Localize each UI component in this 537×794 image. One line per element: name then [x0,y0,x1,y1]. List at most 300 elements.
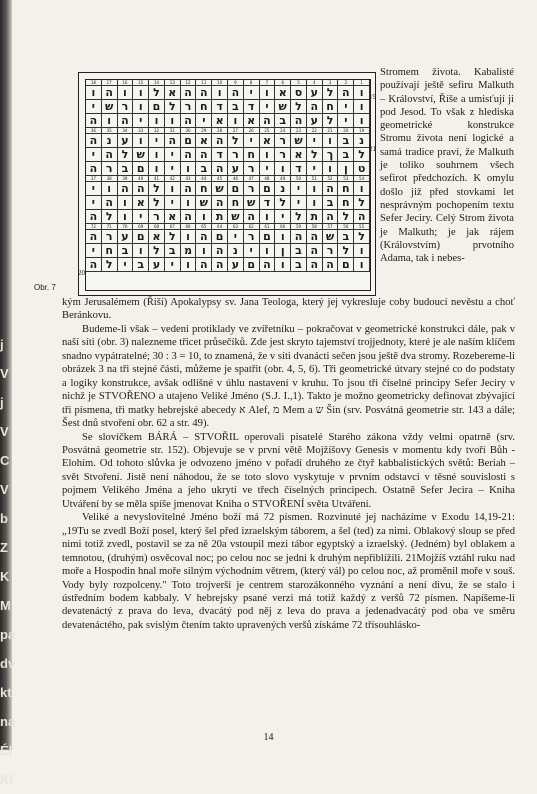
grid-letter-cell: ה [212,258,228,272]
grid-number-cell: 37 [86,176,102,182]
grid-number-cell: 27 [228,128,244,134]
grid-number-cell: 5 [291,80,307,86]
grid-letter-cell: ו [260,210,276,224]
grid-letter-cell: ו [354,244,370,258]
grid-letter-cell: י [338,100,354,114]
grid-letter-cell: ו [260,86,276,100]
grid-letter-cell: י [86,196,102,210]
grid-letter-cell: א [275,86,291,100]
grid-letter-cell: י [307,162,323,176]
grid-letter-cell: ו [133,86,149,100]
grid-letter-cell: ל [102,258,118,272]
grid-letter-cell: ו [354,100,370,114]
grid-letter-cell: ש [102,100,118,114]
grid-letter-cell: ה [102,196,118,210]
grid-number-cell: 28 [212,128,228,134]
grid-letter-cell: ר [275,148,291,162]
grid-number-cell: 18 [86,80,102,86]
grid-letter-cell: ו [118,210,134,224]
grid-letter-cell: ר [102,162,118,176]
grid-letter-cell: ה [212,196,228,210]
grid-number-cell: 15 [133,80,149,86]
grid-letter-cell: ל [307,148,323,162]
grid-letter-cell: ו [260,148,276,162]
grid-letter-cell: י [86,182,102,196]
spine-letter: Z [0,540,8,555]
grid-letter-cell: י [165,258,181,272]
grid-letter-cell: ו [212,86,228,100]
grid-number-cell: 22 [307,128,323,134]
grid-letter-cell: ש [196,196,212,210]
grid-letter-cell: ה [102,148,118,162]
paragraph-3: Se slovíčkem BÁRÁ – STVOŘIL operovali pisatelé Starého zákona vždy velmi opatrně (srv. Posvátná geometrie str. 152). Objevuje se v první větě Mojžíšovy Genesis v momentu kdy tvoří Bůh - Elohím. Od tohoto slůvka je odvozeno jméno v pořadí druhého ze čtyř kabbalistických světů: Beriah – svět Stvoření. Jistě není náhodou, že se toto slovo vyskytuje v prvním odstavci v těsné souvislosti s pojmem Velikého Jména a jeho ukrytí ve třech číselných principech. Ostatně Sefer Jecira – Kniha Utváření by se měla spíše jmenovat Kniha o STVOŘENÍ světa Utváření. [62,431,515,510]
grid-letter-cell: ה [260,258,276,272]
spine-letter: dv [0,656,16,671]
grid-letter-cell: נ [228,244,244,258]
grid-letter-cell: י [244,244,260,258]
grid-letter-cell: ו [181,230,197,244]
grid-letter-cell: ו [275,230,291,244]
grid-letter-cell: ם [133,162,149,176]
grid-letter-cell: ל [165,230,181,244]
grid-number-cell: 19 [354,128,370,134]
main-body-text [62,296,515,632]
grid-letter-cell: ל [323,86,339,100]
grid-letter-cell: ש [291,134,307,148]
spine-letter: V [0,482,9,497]
grid-number-cell: 53 [338,176,354,182]
spine-letter: j [0,337,4,352]
grid-letter-cell: י [118,258,134,272]
spine-letter: pa [0,627,16,642]
grid-letter-cell: ל [228,134,244,148]
grid-letter-cell: ב [196,162,212,176]
grid-letter-cell: ה [338,86,354,100]
grid-letter-cell: ו [133,244,149,258]
grid-letter-cell: ה [102,86,118,100]
grid-letter-cell: ו [181,258,197,272]
grid-number-cell: 20 [338,128,354,134]
grid-letter-cell: ה [212,244,228,258]
figure-caption: Obr. 7 [34,283,56,292]
grid-letter-cell: ה [307,244,323,258]
grid-letter-cell: ח [338,196,354,210]
spine-letter: kt [0,685,12,700]
grid-number-cell: 4 [307,80,323,86]
grid-letter-cell: א [244,114,260,128]
grid-letter-cell: ב [118,244,134,258]
grid-letter-cell: ע [118,230,134,244]
grid-letter-cell: ה [86,134,102,148]
grid-letter-cell: ה [323,182,339,196]
grid-number-cell: 11 [196,80,212,86]
grid-letter-cell: א [212,114,228,128]
grid-letter-cell: נ [354,134,370,148]
grid-letter-cell: ר [244,182,260,196]
grid-letter-cell: ל [275,196,291,210]
grid-letter-cell: ה [196,148,212,162]
grid-letter-cell: י [291,196,307,210]
grid-letter-cell: ל [149,196,165,210]
grid-letter-cell: ב [133,258,149,272]
grid-letter-cell: ש [244,196,260,210]
paragraph-1: kým Jerusalémem (Říší) Apokalypsy sv. Jana Teologa, který jej vykresluje coby budoucí nevěstu a choť Beránkovu. [62,297,515,322]
grid-letter-cell: ע [149,258,165,272]
grid-number-cell: 23 [291,128,307,134]
grid-letter-cell: ו [354,182,370,196]
grid-letter-cell: י [86,100,102,114]
paragraph-2: Budeme-li však – vedeni protiklady ve zvířetníku – pokračovat v geometrické konstrukci dále, pak v naší síti (obr. 3) nalezneme třicet průsečíků. Zde jest skryto tajemství trojjednoty, které je ale naším klíčem snadno vypátratelné; 30 : 3 = 10, to znamená, že v síti dvanácti sečen jsou ještě dva stromy. Rozebereme-li obrázek 3 na tři stejné části, můžeme je spatřit (obr. 4, 5, 6). Tři geometrické útvary stejné co do podstaty a logiky konstrukce, avšak odlišné v úhlu nastavení v kruhu. To jsou tři číselné principy Sefer Jeciry v nichž je STVOŘENO a utajeno Veliké Jméno (S.J. I.,1). Takto je možno geometricky definovat zbývající tři písmena, tři matky hebrejské abecedy א Alef, מ Mem a ש Šin (srv. Posvátná geometrie str. 143 a dále; Šest dnů stvoření obr. 62 a str. 49). [62,323,515,430]
grid-number-cell: 44 [196,176,212,182]
grid-letter-cell: ל [102,210,118,224]
grid-letter-cell: ו [275,258,291,272]
spine-letter: Kl [0,772,13,787]
grid-number-cell: 48 [260,176,276,182]
grid-letter-cell: י [244,86,260,100]
grid-letter-cell: ה [86,258,102,272]
grid-letter-cell: ע [307,114,323,128]
grid-letter-cell: ו [196,210,212,224]
grid-letter-cell: ח [102,244,118,258]
grid-letter-cell: ב [291,258,307,272]
grid-number-cell: 38 [102,176,118,182]
grid-letter-cell: ה [118,182,134,196]
grid-letter-cell: ה [323,258,339,272]
grid-number-cell: 16 [118,80,134,86]
spine-bleed-letters [0,330,16,794]
grid-letter-cell: י [338,114,354,128]
grid-number-cell: 41 [149,176,165,182]
grid-letter-cell: ה [196,258,212,272]
grid-letter-cell: ו [133,100,149,114]
grid-letter-cell: ל [323,114,339,128]
grid-letter-cell: ב [338,134,354,148]
grid-letter-cell: ו [102,182,118,196]
grid-letter-cell: י [228,230,244,244]
grid-number-cell: 2 [338,80,354,86]
grid-letter-cell: ו [181,196,197,210]
grid-letter-cell: י [196,114,212,128]
grid-number-cell: 9 [228,80,244,86]
grid-letter-cell: ח [323,100,339,114]
grid-number-cell: 60 [275,224,291,230]
grid-number-cell: 13 [165,80,181,86]
grid-letter-cell: ב [338,230,354,244]
grid-letter-cell: ו [307,182,323,196]
grid-letter-cell: ו [260,244,276,258]
grid-letter-cell: ר [118,100,134,114]
grid-letter-cell: ו [102,114,118,128]
grid-number-cell: 46 [228,176,244,182]
grid-number-cell: 31 [165,128,181,134]
grid-letter-cell: ה [307,230,323,244]
grid-letter-cell: נ [102,134,118,148]
grid-letter-cell: ו [354,258,370,272]
figure-marker-21: 21 [369,145,376,153]
grid-letter-cell: ר [244,162,260,176]
grid-letter-cell: ה [244,210,260,224]
grid-letter-cell: ב [118,162,134,176]
grid-letter-cell: ו [133,134,149,148]
grid-letter-cell: ש [275,100,291,114]
grid-letter-cell: ש [228,210,244,224]
grid-letter-cell: ה [181,148,197,162]
grid-letter-cell: ר [149,210,165,224]
grid-letter-cell: ן [338,162,354,176]
grid-letter-cell: מ [181,244,197,258]
grid-number-cell: 56 [338,224,354,230]
grid-number-cell: 3 [323,80,339,86]
grid-letter-cell: י [165,148,181,162]
grid-letter-cell: ה [181,86,197,100]
grid-number-cell: 54 [354,176,370,182]
grid-letter-cell: ו [354,114,370,128]
grid-letter-cell: ב [338,148,354,162]
grid-number-cell: 62 [244,224,260,230]
grid-letter-cell: ט [354,162,370,176]
grid-number-cell: 58 [307,224,323,230]
grid-letter-cell: י [260,162,276,176]
grid-letter-cell: ם [338,258,354,272]
grid-letter-cell: ה [196,86,212,100]
grid-letter-cell: ו [323,162,339,176]
grid-letter-cell: ם [260,182,276,196]
grid-number-cell: 10 [212,80,228,86]
grid-number-cell: 14 [149,80,165,86]
grid-letter-cell: ל [149,182,165,196]
grid-letter-cell: ו [354,86,370,100]
grid-letter-cell: ו [165,114,181,128]
grid-letter-cell: ם [212,230,228,244]
grid-letter-cell: ל [354,148,370,162]
grid-letter-cell: ב [228,100,244,114]
grid-letter-cell: י [86,148,102,162]
grid-letter-cell: ן [275,244,291,258]
grid-letter-cell: ה [307,258,323,272]
grid-number-cell: 29 [196,128,212,134]
grid-letter-cell: ש [212,182,228,196]
grid-letter-cell: ח [228,196,244,210]
grid-letter-cell: א [165,86,181,100]
grid-letter-cell: ה [228,86,244,100]
grid-number-cell: 67 [165,224,181,230]
grid-number-cell: 51 [307,176,323,182]
grid-letter-cell: ד [260,196,276,210]
grid-number-cell: 55 [354,224,370,230]
grid-letter-cell: ו [323,134,339,148]
grid-letter-cell: ה [133,182,149,196]
grid-letter-cell: י [260,100,276,114]
grid-letter-cell: ה [86,230,102,244]
grid-letter-cell: ח [196,100,212,114]
side-paragraph: Stromem života. Kabalisté používají ještě sefiru Malkuth – Království, Říše a umisťují ji pod Jesod. To však z hlediska geometrické konstrukce Stromu života není logické a samá tradice praví, že Malkuth je toliko souhrnem všech sefirot předchozích. K omylu došlo již před stovkami let nesprávným pochopením textu Sefer Jeciry. Celý Strom života je Malkuth; je jak rájem (Královstvím) prvotního Adama, tak i nebes- [380,67,514,265]
grid-letter-cell: ל [149,86,165,100]
grid-letter-cell: ב [165,244,181,258]
grid-letter-cell: ל [354,230,370,244]
grid-number-cell: 1 [354,80,370,86]
grid-number-cell: 24 [275,128,291,134]
grid-number-cell: 65 [196,224,212,230]
grid-letter-cell: ב [275,114,291,128]
grid-letter-cell: ה [86,114,102,128]
spine-letter: M [0,598,11,613]
grid-letter-cell: י [307,134,323,148]
grid-number-cell: 36 [86,128,102,134]
grid-letter-cell: ל [338,244,354,258]
grid-letter-cell: ש [323,230,339,244]
grid-letter-cell: י [165,196,181,210]
grid-letter-cell: ל [165,100,181,114]
hebrew-letter-grid [85,79,371,291]
side-column-text [380,66,514,265]
grid-letter-cell: ל [354,196,370,210]
grid-number-cell: 25 [260,128,276,134]
grid-letter-cell: ם [244,258,260,272]
grid-letter-cell: ו [149,114,165,128]
grid-letter-cell: ע [228,162,244,176]
grid-letter-cell: ע [228,258,244,272]
paragraph-4: Veliké a nevyslovitelné Jméno boží má 72 písmen. Rozvinuté jej nacházíme v Exodu 14,19-21: „19Tu se zvedl Boží posel, který šel před izraelským táborem, a šel (ted) za nimi. Oblakový sloup se před nimi totiž zvedl, postavil se za ně 20a vstoupil mezi tábor egyptský a izraelský. (Jedném) byl oblakem a temnotou, (druhým) osvěcoval noc; po celou noc se jedni k druhým nepřiblížili. 21Mojžíš vztáhl ruku nad moře a Hospodin hnal moře silným východním větrem, (který vál) po celou noc, až proměnil moře v souš. Vody byly rozpolceny." Toto trojverší je centrem starozákonného vyznání a není divu, že se stalo i ústředním bodem kabbaly. V hebrejsky psané verzi má totiž každý z veršů 72 písmen. Napíšeme-li devatenáctý z prava do leva, dvacátý pod něj z leva do prava a jedenadvacátý pod oba ve směru devatenáctého, pak svislým čtením takto upravených veršů získáme 72 třísouhlásko- [62,512,515,631]
grid-letter-cell: ו [165,182,181,196]
grid-letter-cell: ה [181,114,197,128]
grid-letter-cell: ה [212,162,228,176]
grid-letter-cell: י [244,134,260,148]
grid-number-cell: 33 [133,128,149,134]
grid-number-cell: 59 [291,224,307,230]
grid-number-cell: 69 [133,224,149,230]
grid-letter-cell: ה [291,114,307,128]
grid-number-cell: 12 [181,80,197,86]
grid-letter-cell: ה [291,230,307,244]
grid-letter-cell: ו [275,162,291,176]
grid-letter-cell: ם [181,134,197,148]
grid-number-cell: 34 [118,128,134,134]
grid-letter-cell: ה [307,100,323,114]
grid-number-cell: 40 [133,176,149,182]
grid-letter-cell: ת [307,210,323,224]
grid-letter-cell: א [133,196,149,210]
grid-letter-cell: ם [149,100,165,114]
grid-letter-cell: א [165,210,181,224]
grid-letter-cell: י [291,182,307,196]
grid-letter-cell: ש [133,148,149,162]
figure-marker-19: 19 [369,93,376,101]
grid-letter-cell: ע [307,86,323,100]
grid-letter-cell: ח [244,148,260,162]
spine-letter: K [0,569,10,584]
spine-letter: na [0,714,16,729]
grid-letter-cell: י [133,114,149,128]
grid-letter-cell: ה [354,210,370,224]
grid-letter-cell: ח [338,182,354,196]
spine-letter: b [0,511,8,526]
spine-letter: V [0,424,9,439]
grid-letter-cell: ר [244,230,260,244]
grid-number-cell: 39 [118,176,134,182]
grid-letter-cell: ר [228,148,244,162]
grid-number-cell: 43 [181,176,197,182]
grid-letter-cell: ו [149,162,165,176]
grid-letter-cell: ע [118,134,134,148]
spine-letter: j [0,395,4,410]
grid-letter-cell: ו [118,196,134,210]
grid-letter-cell: ו [149,148,165,162]
grid-number-cell: 35 [102,128,118,134]
grid-letter-cell: א [196,134,212,148]
spine-letter: C [0,453,10,468]
grid-number-cell: 57 [323,224,339,230]
grid-letter-cell: ב [291,244,307,258]
grid-number-cell: 66 [181,224,197,230]
grid-letter-cell: ם [260,230,276,244]
page-number: 14 [263,732,274,743]
grid-number-cell: 49 [275,176,291,182]
grid-number-cell: 6 [275,80,291,86]
grid-letter-cell: ה [165,134,181,148]
grid-letter-cell: ם [228,182,244,196]
grid-number-cell: 47 [244,176,260,182]
grid-letter-cell: ה [181,210,197,224]
grid-letter-cell: א [291,148,307,162]
grid-letter-cell: י [165,162,181,176]
grid-letter-cell: ד [244,100,260,114]
grid-letter-cell: א [149,230,165,244]
grid-letter-cell: ם [133,230,149,244]
spine-letter: Él [0,743,13,758]
grid-letter-cell: ל [338,210,354,224]
grid-letter-cell: ך [323,148,339,162]
grid-number-cell: 64 [212,224,228,230]
grid-letter-cell: ה [86,210,102,224]
grid-letter-cell: ו [228,114,244,128]
grid-letter-cell: נ [275,182,291,196]
grid-letter-cell: ח [196,182,212,196]
grid-letter-cell: ה [196,230,212,244]
grid-number-cell: 70 [118,224,134,230]
grid-number-cell: 17 [102,80,118,86]
grid-letter-cell: י [149,134,165,148]
grid-number-cell: 72 [86,224,102,230]
grid-letter-cell: ה [212,134,228,148]
grid-letter-cell: ל [291,100,307,114]
grid-letter-cell: ר [275,134,291,148]
grid-letter-cell: ו [196,244,212,258]
grid-letter-cell: ב [323,196,339,210]
grid-letter-cell: ה [86,162,102,176]
grid-letter-cell: ר [102,230,118,244]
grid-number-cell: 42 [165,176,181,182]
grid-number-cell: 26 [244,128,260,134]
grid-number-cell: 7 [260,80,276,86]
grid-letter-cell: ה [181,182,197,196]
grid-number-cell: 68 [149,224,165,230]
grid-letter-cell: ו [307,196,323,210]
grid-number-cell: 61 [260,224,276,230]
grid-letter-cell: ד [212,100,228,114]
grid-number-cell: 32 [149,128,165,134]
grid-number-cell: 50 [291,176,307,182]
grid-letter-cell: י [275,210,291,224]
grid-number-cell: 52 [323,176,339,182]
grid-letter-cell: י [133,210,149,224]
grid-number-cell: 63 [228,224,244,230]
grid-letter-cell: ד [212,148,228,162]
grid-letter-cell: ה [323,210,339,224]
grid-number-cell: 21 [323,128,339,134]
grid-number-cell: 30 [181,128,197,134]
grid-letter-cell: ת [212,210,228,224]
grid-letter-cell: ו [118,86,134,100]
